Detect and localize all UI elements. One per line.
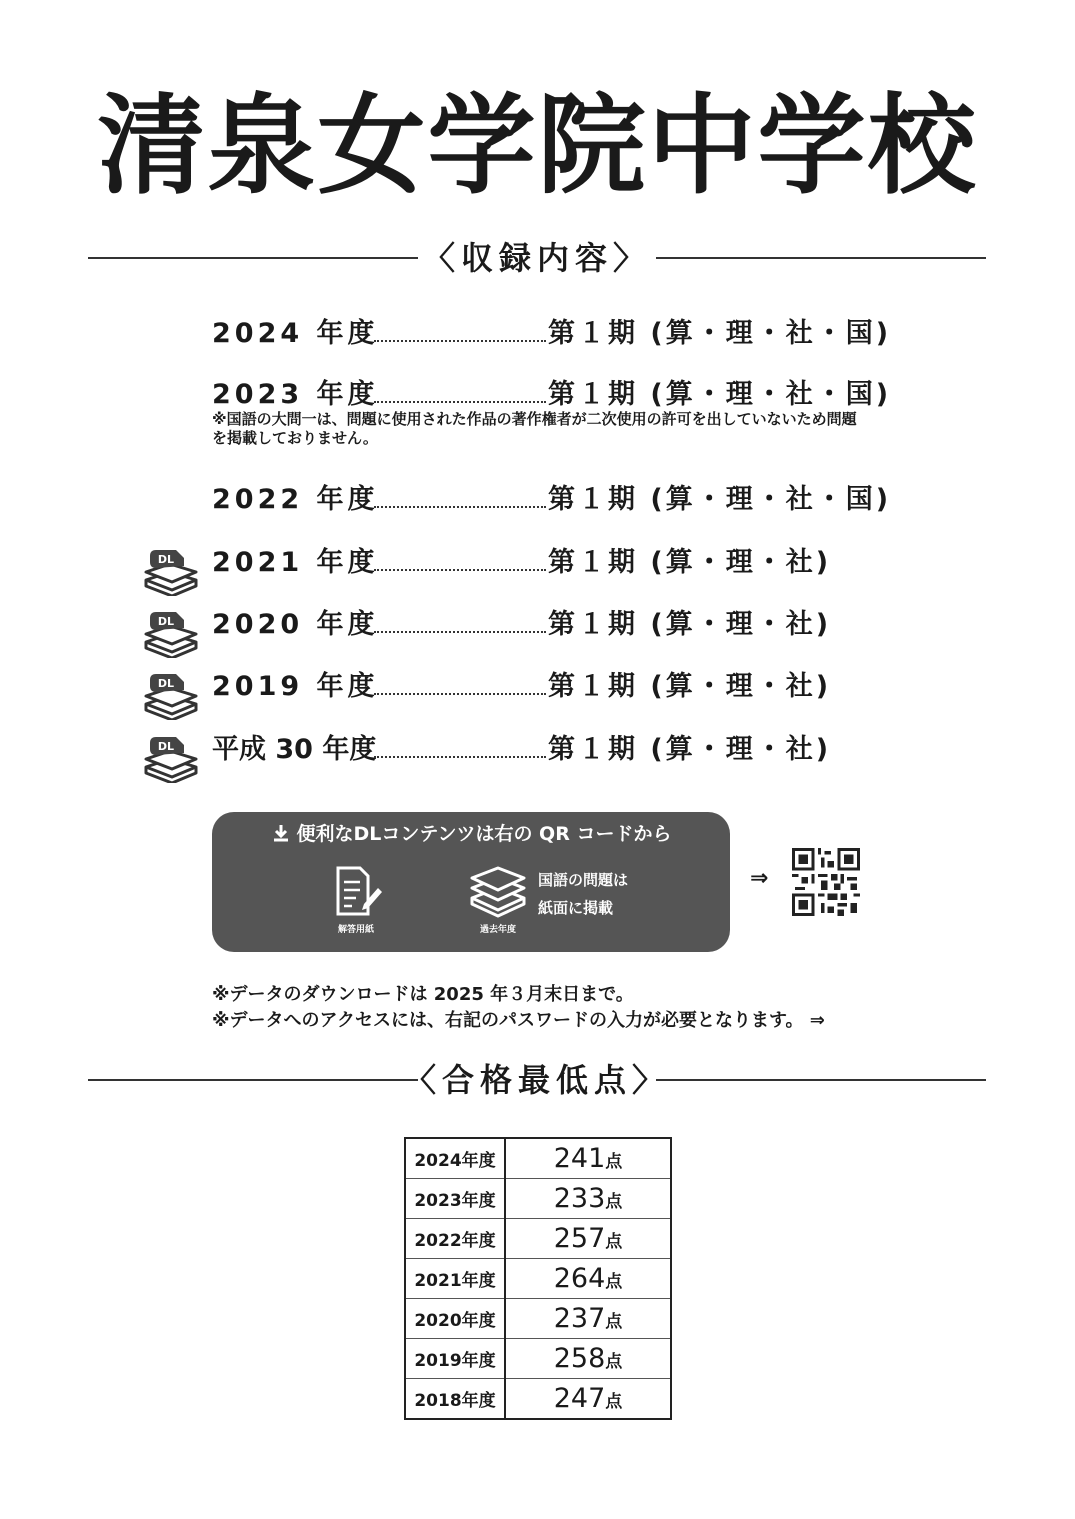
score-year: 2018年度	[405, 1379, 505, 1420]
svg-text:DL: DL	[157, 740, 175, 753]
section-title-scores: 〈合格最低点〉	[403, 1061, 670, 1099]
dl-panel-note	[538, 866, 628, 922]
dl-panel-heading-text: 便利なDLコンテンツは右の QR コードから	[296, 823, 672, 845]
svg-text:DL: DL	[157, 615, 175, 628]
section-header-contents	[88, 238, 986, 278]
table-row	[405, 1379, 671, 1420]
score-value-cell	[505, 1259, 671, 1299]
score-value: 264	[553, 1263, 606, 1294]
score-unit: 点	[605, 1392, 623, 1412]
section-title-contents: 〈収録内容〉	[422, 239, 651, 277]
dl-book-icon	[140, 670, 200, 720]
score-value: 257	[553, 1223, 606, 1254]
score-value-cell	[505, 1339, 671, 1379]
score-unit: 点	[605, 1272, 623, 1292]
dl-panel-heading	[212, 820, 730, 848]
page-title: 清泉女学院中学校	[97, 84, 978, 209]
contents-year: 2020 年度	[212, 609, 379, 640]
contents-period: 第１期 (算・理・社)	[548, 547, 832, 578]
contents-year: 平成 30 年度	[212, 734, 377, 765]
score-year: 2021年度	[405, 1259, 505, 1299]
score-year: 2024年度	[405, 1138, 505, 1179]
section-header-scores	[88, 1060, 986, 1100]
answer-sheet-icon	[330, 864, 382, 920]
table-row	[405, 1259, 671, 1299]
leader-dots	[374, 401, 546, 403]
score-unit: 点	[605, 1352, 623, 1372]
dl-panel-note-line1: 国語の問題は	[538, 871, 629, 889]
password-note: ※データへのアクセスには、右記のパスワードの入力が必要となります。 ⇒	[212, 1010, 825, 1031]
leader-dots	[374, 506, 546, 508]
score-value: 237	[553, 1303, 606, 1334]
contents-period: 第１期 (算・理・社)	[548, 609, 832, 640]
dl-content-panel	[212, 812, 730, 952]
past-years-caption: 過去年度	[479, 925, 516, 935]
contents-year: 2022 年度	[212, 484, 379, 515]
score-value-cell	[505, 1138, 671, 1179]
score-value: 258	[553, 1343, 606, 1374]
book-stack-icon	[468, 862, 528, 920]
dl-book-icon	[140, 608, 200, 658]
score-value: 247	[553, 1383, 606, 1414]
svg-text:DL: DL	[157, 677, 175, 690]
contents-year: 2023 年度	[212, 379, 379, 410]
minimum-scores-table	[404, 1137, 672, 1420]
score-value: 241	[553, 1143, 606, 1174]
contents-period: 第１期 (算・理・社・国)	[548, 318, 892, 349]
leader-dots	[374, 631, 546, 633]
dl-panel-note-line2: 紙面に掲載	[538, 899, 614, 917]
svg-text:DL: DL	[157, 553, 175, 566]
table-row	[405, 1179, 671, 1219]
score-value-cell	[505, 1379, 671, 1420]
contents-period: 第１期 (算・理・社・国)	[548, 379, 892, 410]
copyright-note: ※国語の大問一は、問題に使用された作品の著作権者が二次使用の許可を出していないため問題を掲載しておりません。	[212, 410, 857, 447]
score-year: 2023年度	[405, 1179, 505, 1219]
contents-year: 2024 年度	[212, 318, 379, 349]
download-icon	[271, 823, 291, 843]
score-unit: 点	[605, 1152, 623, 1172]
leader-dots	[374, 340, 546, 342]
contents-period: 第１期 (算・理・社)	[548, 734, 832, 765]
contents-period: 第１期 (算・理・社・国)	[548, 484, 892, 515]
contents-period: 第１期 (算・理・社)	[548, 671, 832, 702]
contents-year: 2021 年度	[212, 547, 379, 578]
score-value-cell	[505, 1219, 671, 1259]
contents-year: 2019 年度	[212, 671, 379, 702]
score-value-cell	[505, 1299, 671, 1339]
score-unit: 点	[605, 1312, 623, 1332]
score-value-cell	[505, 1179, 671, 1219]
leader-dots	[374, 756, 546, 758]
leader-dots	[374, 693, 546, 695]
arrow-to-qr: ⇒	[750, 866, 769, 891]
qr-code-icon[interactable]	[792, 848, 860, 916]
download-deadline-note: ※データのダウンロードは 2025 年３月末日まで。	[212, 984, 634, 1005]
score-year: 2019年度	[405, 1339, 505, 1379]
score-unit: 点	[605, 1192, 623, 1212]
leader-dots	[374, 569, 546, 571]
score-year: 2022年度	[405, 1219, 505, 1259]
score-value: 233	[553, 1183, 606, 1214]
dl-book-icon	[140, 733, 200, 783]
table-row	[405, 1299, 671, 1339]
score-year: 2020年度	[405, 1299, 505, 1339]
dl-book-icon	[140, 546, 200, 596]
table-row	[405, 1339, 671, 1379]
score-unit: 点	[605, 1232, 623, 1252]
table-row	[405, 1219, 671, 1259]
table-row	[405, 1138, 671, 1179]
answer-sheet-caption: 解答用紙	[337, 925, 374, 935]
